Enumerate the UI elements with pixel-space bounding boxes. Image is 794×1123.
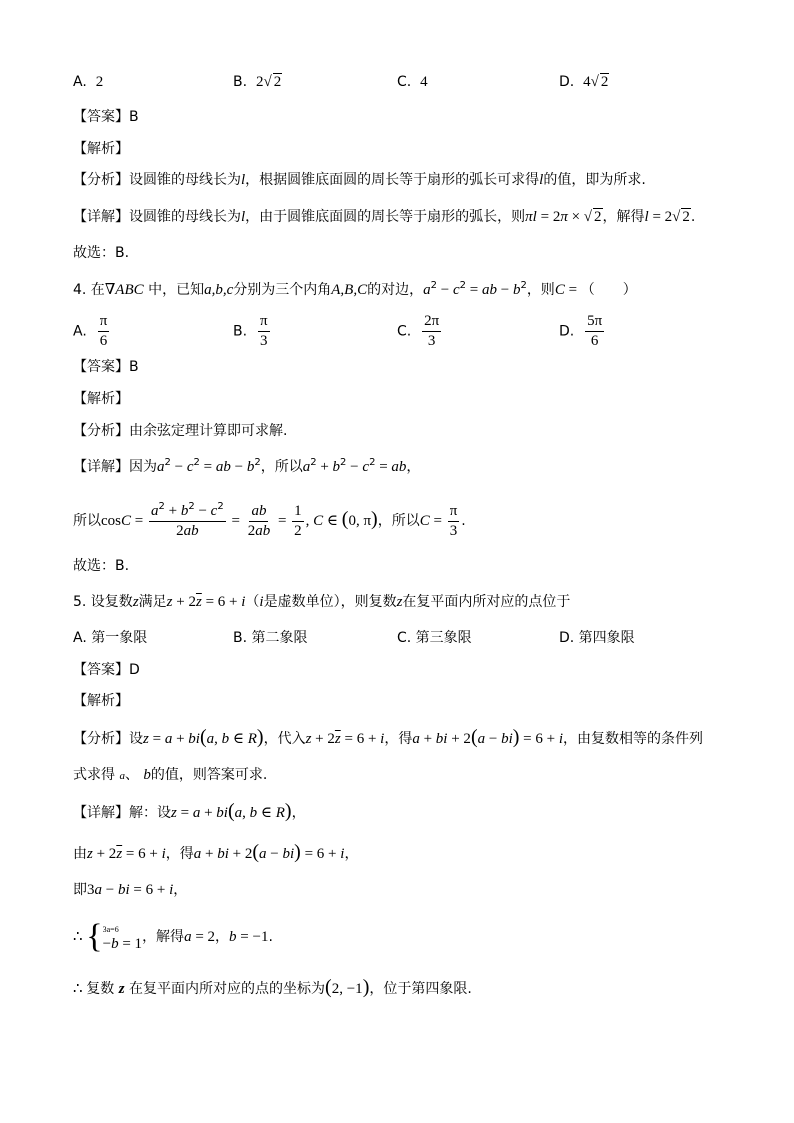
q3-analysis: 【分析】设圆锥的母线长为l，根据圆锥底面圆的周长等于扇形的弧长可求得l的值，即为所求. xyxy=(73,172,646,188)
q3-answer: 【答案】B xyxy=(73,109,139,125)
q4-detail-tag: 【详解】 xyxy=(73,459,129,475)
q3-analysis-tag: 【分析】 xyxy=(73,172,129,188)
q4-detail-cos: 所以cosC = $\frac{a^2 + b^2 - c^2}{2ab}$ = $\frac{ab}{2ab}$ = $\frac{1}{2}$ , C ∈ (0, π)，所以C = $\frac{\pi}{3}$ . xyxy=(73,500,466,539)
q4-analysis xyxy=(73,421,287,441)
q4-jiexi-heading: 【解析】 xyxy=(73,391,129,407)
q4-option-a: A. $\frac{\pi}{6}$ xyxy=(73,313,108,349)
q3-jiexi-heading: 【解析】 xyxy=(73,141,129,157)
q4-option-b: B. $\frac{\pi}{3}$ xyxy=(233,313,268,349)
q4-detail: 【详解】因为$a^2 - c^2$ = ab − $b^2$，所以$a^2 + b^2 - c^2$ = ab， xyxy=(73,457,421,475)
q5-detail-tag: 【详解】 xyxy=(73,805,129,821)
q4-option-d: D. $\frac{5\pi}{6}$ xyxy=(559,313,603,349)
q5-option-a: A. 第一象限 xyxy=(73,630,148,646)
q5-answer: 【答案】D xyxy=(73,662,140,678)
q4-analysis-tag: 【分析】 xyxy=(73,423,129,439)
q5-option-c: C. 第三象限 xyxy=(397,630,472,646)
q3-detail-tag: 【详解】 xyxy=(73,209,129,225)
q3-option-c: C. 4 xyxy=(397,74,428,90)
q3-option-b: B. 2√ 2 xyxy=(233,74,282,90)
q5-analysis: 【分析】设z = a + bi(a, b ∈ R)，代入$z + 2\overline{z} = 6 + i$，得a + bi + 2(a − bi) = 6 + i，由复数相等的条件列 xyxy=(73,726,704,748)
q4-choice: 故选：B. xyxy=(73,558,130,574)
q5-analysis-cont: 式求得 a、 b的值，则答案可求. xyxy=(73,767,268,783)
q5-step4: ∴ 复数 z 在复平面内所对应的点的坐标为(2, −1)，位于第四象限. xyxy=(73,976,472,998)
q5-jiexi-heading: 【解析】 xyxy=(73,693,129,709)
q4-option-c: C. $\frac{2\pi}{3}$ xyxy=(397,313,440,349)
q3-option-d: D. 4√ 2 xyxy=(559,74,609,90)
q5-step1: 由$z + 2\overline{z} = 6 + i$，得a + bi + 2(a − bi) = 6 + i， xyxy=(73,841,359,863)
q4-analysis-text: 由余弦定理计算即可求解. xyxy=(129,423,288,439)
q5-detail: 【详解】解：设z = a + bi(a, b ∈ R)， xyxy=(73,800,306,822)
q5-step3: ∴ { 3a=6 −b = 1 ，解得a = 2，b = −1. xyxy=(73,918,273,955)
q5-option-d: D. 第四象限 xyxy=(559,630,635,646)
q4-answer: 【答案】B xyxy=(73,359,139,375)
q3-choice: 故选：B. xyxy=(73,245,130,261)
q5-step2: 即3a − bi = 6 + i， xyxy=(73,882,188,898)
q5-analysis-tag: 【分析】 xyxy=(73,731,129,747)
q5-stem: 5. 设复数z满足$z + 2\overline{z} = 6 + i(i$是虚数单位），则复数z在复平面内所对应的点位于 xyxy=(73,594,571,610)
q3-option-a: A. 2 xyxy=(73,74,104,90)
q5-option-b: B. 第二象限 xyxy=(233,630,308,646)
q4-stem: 4. 在∇ABC 中，已知a,b,c分别为三个内角A,B,C的对边，$a^2 - c^2$ = ab − $b^2$，则C = （ ） xyxy=(73,280,637,298)
q3-detail: 【详解】设圆锥的母线长为l，由于圆锥底面圆的周长等于扇形的弧长，则πl = 2π × √ 2，解得l = 2√ 2. xyxy=(73,209,696,225)
